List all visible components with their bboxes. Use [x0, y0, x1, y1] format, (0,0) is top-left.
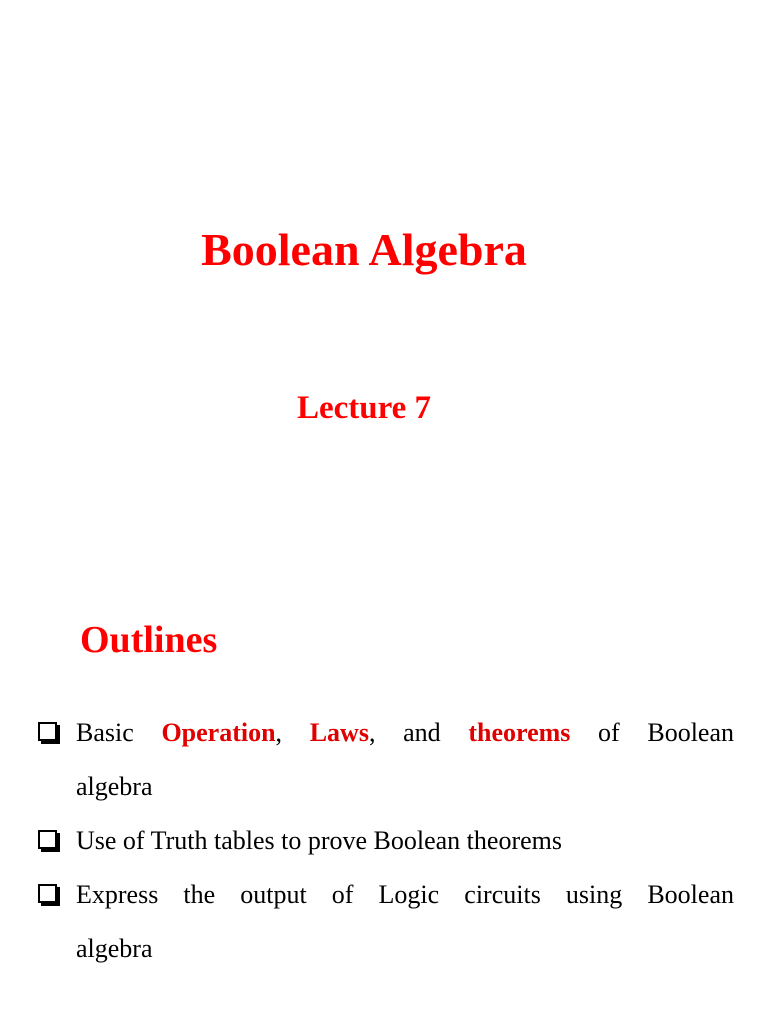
- keyword-theorems: theorems: [468, 718, 571, 747]
- checkbox-bullet-icon: [38, 884, 57, 903]
- outline-list: [38, 706, 734, 976]
- keyword-laws: Laws: [309, 718, 369, 747]
- checkbox-bullet-icon: [38, 722, 57, 741]
- checkbox-bullet-icon: [38, 830, 57, 849]
- outline-item: [38, 868, 734, 976]
- lecture-number: Lecture 7: [296, 390, 432, 426]
- keyword-operation: Operation: [161, 718, 276, 747]
- outline-item: [38, 814, 734, 868]
- outline-item: [38, 706, 734, 814]
- outline-item-continuation: algebra: [76, 934, 153, 963]
- outline-item-line: Express the output of Logic circuits using Boolean: [76, 880, 734, 909]
- outline-item-line: Basic Operation, Laws, and theorems of Boolean: [76, 718, 735, 747]
- outlines-heading: Outlines: [80, 619, 218, 661]
- outline-item-line: Use of Truth tables to prove Boolean theorems: [76, 826, 562, 855]
- outline-item-continuation: algebra: [76, 772, 153, 801]
- slide-title: Boolean Algebra: [201, 224, 527, 275]
